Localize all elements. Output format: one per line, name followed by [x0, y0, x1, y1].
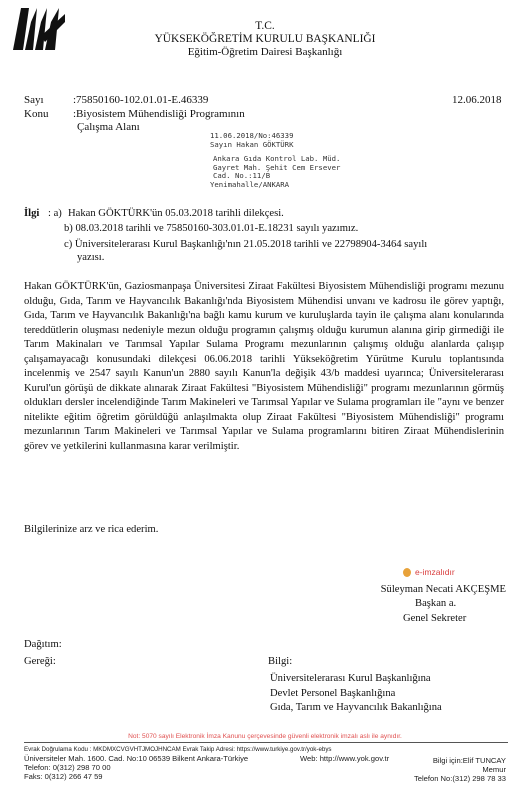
e-signature-notice: Not: 5070 sayılı Elektronik İmza Kanunu çerçevesinde güvenli elektronik imzalı aslı ile aynıdır. — [128, 733, 402, 740]
signatory-name: Süleyman Necati AKÇEŞME — [380, 584, 506, 595]
footer-phone: Telefon: 0(312) 298 70 00 — [24, 763, 111, 772]
document-date: 12.06.2018 — [452, 94, 502, 106]
bilgi-item: Devlet Personel Başkanlığına — [270, 687, 396, 699]
header-institution: YÜKSEKÖĞRETİM KURULU BAŞKANLIĞI — [154, 33, 376, 45]
body-paragraph-text: Hakan GÖKTÜRK'ün, Gaziosmanpaşa Üniversitesi Ziraat Fakültesi Biyosistem Mühendisliği programı mezunu olduğu, Gıda, Tarım ve Hayvancılık Bakanlığı'nda Biyosistem Mühendisi unvanı ve kadrosu ile görev yaptığı, Gıda, Tarım ve Hayvancılık Bakanlığı'na bağlı kamu kurum ve kuruluşlarda tayin ile çalışma alanı konularında tereddütlerin oluşması nedeniyle mezun olduğu programın çalışmış olduğu kurumun alanına girip girmediği ile Tarım Makinaları ve Tarımsal Yapılar Sulama Programı mezunlarının çalışmış olduğu alanlarda çalışıp çalışamayacağı konusundaki dilekçesi 06.06.2018 tarihli Yükseköğretim Yürütme Kurulu toplantısında incelenmiş ve 2547 sayılı Kanun'un 2880 sayılı Kanun'la değişik 43/b maddesi uyarınca; Üniversitelerarası Kurul'un görüşü de dikkate alınarak Ziraat Fakültesi "Biyosistem Mühendisliği" programı mezunlarının görmüş oldukları dersler incelendiğinde Tarım Makineleri ve Tarımsal Yapılar ve Sulama programları ile "aynı ve benzer nitelikte eğitim öğretim görüldüğü anlaşılmakta olup Ziraat Fakültesi "Biyosistem Mühendisliği" programı mezunlarının Tarım Makineleri ve Tarımsal Yapılar ve Sulama programlarını bitiren Ziraat Mühendislerinin görev ve yetkilerini kullanmasına karar verilmiştir. — [24, 281, 504, 452]
footer-divider — [24, 742, 508, 743]
bilgi-list — [270, 672, 442, 716]
ilgi-c-text: c) Üniversitelerarası Kurul Başkanlığı'nın 21.05.2018 tarihli ve 22798904-3464 sayılı — [64, 239, 428, 250]
signatory-title2: Genel Sekreter — [403, 613, 467, 624]
stamp-line: Cad. No.:11/B — [213, 171, 271, 181]
stamp-line: Sayın Hakan GÖKTÜRK — [210, 139, 294, 149]
eimza-label: e-imzalıdır — [415, 567, 455, 577]
konu-line2: Çalışma Alanı — [77, 121, 140, 133]
stamp-line: 11.06.2018/No:46339 — [210, 131, 294, 140]
stamp-line: Ankara Gıda Kontrol Lab. Müd. — [213, 154, 341, 164]
footer-address: Üniversiteler Mah. 1600. Cad. No:10 06539 Bilkent Ankara-Türkiye — [24, 754, 249, 763]
footer-fax: Faks: 0(312) 266 47 59 — [24, 772, 103, 781]
eimza-badge — [403, 567, 455, 577]
bilgi-item: Üniversitelerarası Kurul Başkanlığına — [270, 673, 431, 684]
header-tc: T.C. — [255, 20, 275, 32]
stamp-line: Yenimahalle/ANKARA — [210, 179, 290, 189]
ilgi-b-text: b) 08.03.2018 tarihli ve 75850160-303.01.01-E.18231 sayılı yazımız. — [64, 223, 359, 234]
body-paragraph — [24, 280, 504, 454]
header-department: Eğitim-Öğretim Dairesi Başkanlığı — [187, 46, 343, 58]
konu-line1: :Biyosistem Mühendisliği Programının — [73, 108, 245, 120]
verify-line: Evrak Doğrulama Kodu : MKDMXCVGVHTJMOJHNCAM Evrak Takip Adresi: https://www.turkiye.gov.tr/yok-ebys — [24, 746, 332, 753]
recipient-stamp — [210, 132, 340, 190]
sayi-label: Sayı — [24, 94, 44, 106]
footer-info-role: Memur — [482, 765, 506, 774]
ilgi-label: İlgi — [24, 208, 40, 219]
medal-icon — [403, 568, 411, 577]
dagitim-label: Dağıtım: — [24, 639, 62, 650]
footer-web: Web: http://www.yok.gov.tr — [300, 754, 390, 763]
footer-info-for: Bilgi için:Elif TUNCAY — [432, 756, 506, 765]
konu-label: Konu — [24, 108, 49, 120]
ilgi-a-text: Hakan GÖKTÜRK'ün 05.03.2018 tarihli dilekçesi. — [68, 208, 284, 219]
closing-line: Bilgilerinize arz ve rica ederim. — [24, 524, 159, 535]
ilgi-c-text-cont: yazısı. — [77, 252, 105, 263]
footer-info-phone: Telefon No:(312) 298 78 33 — [413, 774, 506, 783]
bilgi-item: Gıda, Tarım ve Hayvancılık Bakanlığına — [270, 702, 442, 714]
signatory-title1: Başkan a. — [415, 598, 457, 609]
stamp-line: Gayret Mah. Şehit Cem Ersever — [213, 162, 341, 172]
sayi-value: :75850160-102.01.01-E.46339 — [73, 94, 209, 106]
ilgi-a-label: : a) — [48, 208, 62, 219]
geregi-label: Gereği: — [24, 656, 56, 667]
bilgi-label: Bilgi: — [268, 656, 293, 667]
